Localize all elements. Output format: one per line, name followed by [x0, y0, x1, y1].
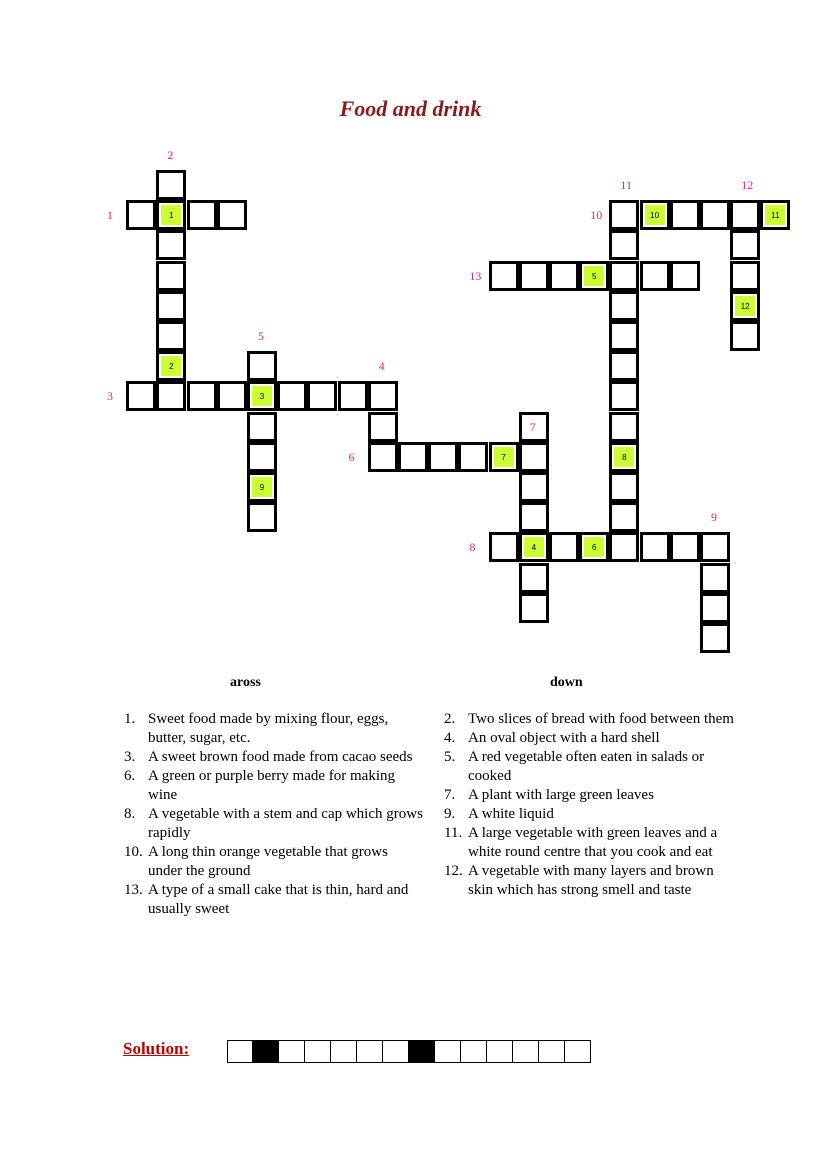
- crossword-cell[interactable]: [703, 626, 727, 650]
- solution-letter-box[interactable]: [305, 1040, 331, 1063]
- crossword-cell[interactable]: [612, 294, 636, 318]
- solution-letter-cell[interactable]: [159, 354, 183, 378]
- solution-letter-box[interactable]: [461, 1040, 487, 1063]
- crossword-cell[interactable]: [733, 203, 757, 227]
- crossword-cell[interactable]: [250, 505, 274, 529]
- grid-clue-number: 8: [469, 540, 476, 555]
- solution-letter-cell[interactable]: [250, 384, 274, 408]
- crossword-cell[interactable]: [703, 535, 727, 559]
- solution-letter-box[interactable]: [435, 1040, 461, 1063]
- crossword-cell[interactable]: [159, 384, 183, 408]
- clue-text: Two slices of bread with food between them: [468, 711, 734, 727]
- crossword-cell[interactable]: [220, 384, 244, 408]
- grid-clue-number: 4: [378, 359, 385, 374]
- grid-clue-number: 11: [620, 178, 632, 192]
- solution-letter-cell[interactable]: [582, 264, 606, 288]
- solution-index: 5: [591, 271, 597, 281]
- clue-text: A red vegetable often eaten in salads or cooked: [468, 749, 705, 784]
- crossword-cell[interactable]: [612, 475, 636, 499]
- clue-number: 4.: [444, 730, 456, 746]
- crossword-cell[interactable]: [673, 264, 697, 288]
- clue-number: 2.: [444, 711, 456, 727]
- solution-letter-box[interactable]: [487, 1040, 513, 1063]
- crossword-cell[interactable]: [401, 445, 425, 469]
- crossword-cell[interactable]: [190, 203, 214, 227]
- crossword-cell[interactable]: [522, 566, 546, 590]
- crossword-cell[interactable]: [159, 264, 183, 288]
- solution-letter-cell[interactable]: [733, 294, 757, 318]
- solution-letter-cell[interactable]: [159, 203, 183, 227]
- down-clue-list: [444, 710, 734, 900]
- clue-item: [444, 748, 734, 786]
- crossword-cell[interactable]: [733, 324, 757, 348]
- clue-item: [124, 710, 424, 748]
- crossword-cell[interactable]: [612, 203, 636, 227]
- solution-letter-cell[interactable]: [582, 535, 606, 559]
- crossword-cell[interactable]: [643, 535, 667, 559]
- clue-text: A green or purple berry made for making wine: [148, 768, 395, 803]
- solution-letter-cell[interactable]: [612, 445, 636, 469]
- page-title: Food and drink: [339, 96, 482, 121]
- solution-boxes: [227, 1040, 591, 1063]
- crossword-cell[interactable]: [703, 203, 727, 227]
- clue-item: [124, 805, 424, 843]
- crossword-cell[interactable]: [612, 354, 636, 378]
- crossword-cell[interactable]: [461, 445, 485, 469]
- crossword-cell[interactable]: [159, 233, 183, 257]
- solution-index: 1: [169, 211, 174, 221]
- crossword-cell[interactable]: [159, 294, 183, 318]
- solution-letter-box[interactable]: [279, 1040, 305, 1063]
- down-heading: down: [550, 675, 583, 690]
- clue-number: 10.: [124, 844, 143, 860]
- clue-item: [444, 786, 734, 805]
- crossword-cell[interactable]: [492, 264, 516, 288]
- across-heading: aross: [230, 675, 261, 690]
- clue-item: [444, 824, 734, 862]
- crossword-cell[interactable]: [159, 324, 183, 348]
- solution-index: 6: [591, 543, 597, 553]
- clue-text: A white liquid: [468, 806, 554, 822]
- clue-number: 1.: [124, 711, 136, 727]
- grid-clue-number: 3: [107, 389, 113, 404]
- crossword-cell[interactable]: [341, 384, 365, 408]
- crossword-cell[interactable]: [371, 384, 395, 408]
- grid-clue-number: 10: [590, 208, 603, 223]
- crossword-cell[interactable]: [612, 384, 636, 408]
- clue-number: 9.: [444, 806, 456, 822]
- solution-letter-cell[interactable]: [250, 475, 274, 499]
- grid-clue-number: 1: [107, 208, 113, 223]
- crossword-cell[interactable]: [310, 384, 334, 408]
- solution-blank-box: [253, 1040, 279, 1063]
- solution-letter-box[interactable]: [565, 1040, 591, 1063]
- crossword-cell[interactable]: [522, 505, 546, 529]
- solution-letter-box[interactable]: [383, 1040, 409, 1063]
- clue-text: A plant with large green leaves: [468, 787, 654, 803]
- clue-text: A long thin orange vegetable that grows under the ground: [148, 844, 388, 879]
- clue-text: A large vegetable with green leaves and a white round centre that you cook and eat: [468, 825, 718, 860]
- clue-text: A vegetable with a stem and cap which grows rapidly: [148, 806, 423, 841]
- solution-index: 10: [650, 211, 660, 221]
- crossword-cell[interactable]: [371, 445, 395, 469]
- solution-index: 2: [169, 362, 174, 372]
- crossword-cell[interactable]: [220, 203, 244, 227]
- clue-number: 5.: [444, 749, 456, 765]
- crossword-cell[interactable]: [129, 384, 153, 408]
- crossword-cell[interactable]: [552, 535, 576, 559]
- clue-text: A vegetable with many layers and brown skin which has strong smell and taste: [468, 863, 714, 898]
- clue-item: [124, 881, 424, 919]
- clue-number: 3.: [124, 749, 136, 765]
- crossword-cell[interactable]: [612, 264, 636, 288]
- clue-text: Sweet food made by mixing flour, eggs, butter, sugar, etc.: [148, 711, 389, 746]
- clue-item: [124, 767, 424, 805]
- crossword-cell[interactable]: [703, 596, 727, 620]
- crossword-cell[interactable]: [250, 445, 274, 469]
- crossword-cell[interactable]: [522, 596, 546, 620]
- crossword-cell[interactable]: [492, 535, 516, 559]
- solution-index: 3: [259, 392, 265, 402]
- crossword-cell[interactable]: [190, 384, 214, 408]
- crossword-cell[interactable]: [522, 445, 546, 469]
- solution-label: Solution:: [123, 1039, 190, 1058]
- solution-letter-cell[interactable]: [492, 445, 516, 469]
- clue-item: [124, 843, 424, 881]
- solution-index: 7: [501, 452, 506, 462]
- solution-index: 4: [531, 543, 537, 553]
- clue-item: [124, 748, 424, 767]
- solution-letter-box[interactable]: [331, 1040, 357, 1063]
- solution-index: 9: [259, 483, 265, 492]
- clue-item: [444, 710, 734, 729]
- grid-clue-number: 2: [167, 147, 174, 162]
- grid-clue-number: 13: [469, 268, 482, 283]
- crossword-cell[interactable]: [733, 233, 757, 257]
- solution-index: 8: [622, 452, 627, 462]
- grid-clue-number: 5: [258, 329, 264, 343]
- crossword-cell[interactable]: [250, 354, 274, 378]
- crossword-cell[interactable]: [612, 233, 636, 257]
- solution-letter-cell[interactable]: [643, 203, 667, 227]
- crossword-cell[interactable]: [431, 445, 455, 469]
- crossword-cell[interactable]: [159, 173, 183, 197]
- crossword-cell[interactable]: [703, 566, 727, 590]
- crossword-cell[interactable]: [733, 264, 757, 288]
- across-clue-list: [124, 710, 424, 919]
- clue-item: [444, 805, 734, 824]
- clue-number: 6.: [124, 768, 136, 784]
- crossword-cell[interactable]: [129, 203, 153, 227]
- clue-item: [444, 862, 734, 900]
- crossword-cell[interactable]: [612, 535, 636, 559]
- solution-letter-box[interactable]: [513, 1040, 539, 1063]
- clue-number: 7.: [444, 787, 456, 803]
- crossword-cell[interactable]: [612, 415, 636, 439]
- solution-letter-box[interactable]: [357, 1040, 383, 1063]
- clue-number: 11.: [444, 825, 463, 841]
- clue-text: An oval object with a hard shell: [468, 730, 660, 746]
- solution-index: 12: [740, 301, 750, 311]
- solution-letter-box[interactable]: [227, 1040, 253, 1063]
- solution-index: 11: [771, 211, 780, 221]
- grid-clue-number: 12: [741, 178, 754, 192]
- clue-number: 13.: [124, 882, 143, 898]
- solution-letter-cell[interactable]: [522, 535, 546, 559]
- solution-letter-box[interactable]: [539, 1040, 565, 1063]
- crossword-cell[interactable]: [250, 415, 274, 439]
- crossword-cell[interactable]: [552, 264, 576, 288]
- solution-blank-box: [409, 1040, 435, 1063]
- crossword-cell[interactable]: [612, 505, 636, 529]
- crossword-cell[interactable]: [673, 535, 697, 559]
- clue-number: 8.: [124, 806, 136, 822]
- crossword-cell[interactable]: [522, 475, 546, 499]
- crossword-cell[interactable]: [612, 324, 636, 348]
- clue-text: A sweet brown food made from cacao seeds: [148, 749, 413, 765]
- crossword-cell[interactable]: [280, 384, 304, 408]
- solution-letter-cell[interactable]: [763, 203, 787, 227]
- clue-item: [444, 729, 734, 748]
- crossword-cell[interactable]: [371, 415, 395, 439]
- grid-clue-number: 7: [529, 419, 536, 434]
- clue-text: A type of a small cake that is thin, hard and usually sweet: [148, 882, 409, 917]
- grid-clue-number: 9: [711, 510, 717, 525]
- crossword-cell[interactable]: [673, 203, 697, 227]
- crossword-cell[interactable]: [522, 264, 546, 288]
- crossword-cell[interactable]: [643, 264, 667, 288]
- clue-number: 12.: [444, 863, 463, 879]
- grid-clue-number: 6: [348, 449, 355, 464]
